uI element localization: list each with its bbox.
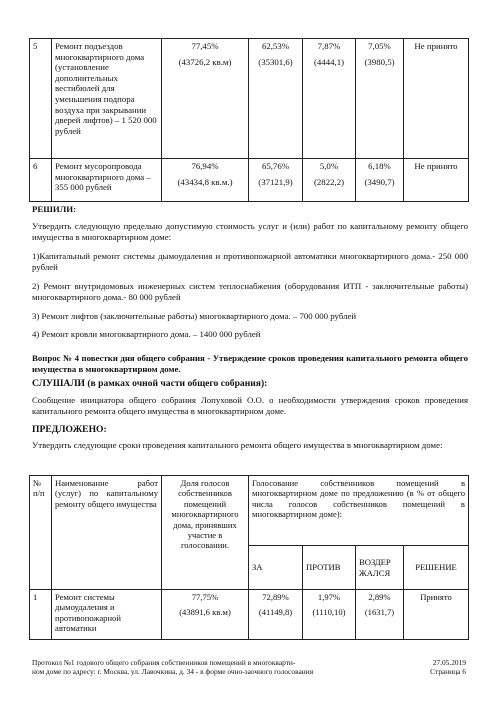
resolved-heading: РЕШИЛИ:: [32, 204, 77, 214]
heard-heading: СЛУШАЛИ (в рамках очной части общего собрания):: [32, 378, 268, 389]
votes-for-cell: 62,53% (35301,6): [249, 39, 303, 159]
footer-line: Протокол №1 годового общего собрания собственников помещений в многокварти-: [32, 658, 296, 667]
header-work-name: Наименование работ (услуг) по капитальному ремонту общего имущества: [52, 476, 162, 590]
row-number: 1: [30, 590, 52, 640]
header-decision: РЕШЕНИЕ: [404, 546, 469, 590]
table-header-row: [30, 476, 469, 546]
deadlines-table: [29, 475, 469, 640]
votes-against-cell: 5,0% (2822,2): [303, 159, 356, 202]
votes-against-cell: 1,97% (1110,10): [303, 590, 356, 640]
footer-page-info: [386, 658, 466, 676]
proposed-heading: ПРЕДЛОЖЕНО:: [32, 424, 107, 435]
vote-share-cell: 77,45% (43726,2 кв.м): [162, 39, 249, 159]
header-abstain: ВОЗДЕР ЖАЛСЯ: [356, 546, 404, 590]
votes-for-cell: 65,76% (37121,9): [249, 159, 303, 202]
votes-abstain-cell: 7,05% (3980,5): [356, 39, 404, 159]
resolved-item: 4) Ремонт кровли многоквартирного дома. – 1400 000 рублей: [32, 329, 261, 339]
decision-cell: Не принято: [404, 39, 469, 159]
results-table-continued: [29, 38, 469, 202]
work-name: Ремонт мусоропровода многоквартирного дома – 355 000 рублей: [52, 159, 162, 202]
footer-page-number: Страница 6: [430, 667, 466, 676]
votes-abstain-cell: 6,18% (3490,7): [356, 159, 404, 202]
proposed-text: Утвердить следующие сроки проведения капитального ремонта общего имущества в многоквартирном доме:: [32, 440, 443, 450]
row-number: 5: [30, 39, 52, 159]
votes-abstain-cell: 2,89% (1631,7): [356, 590, 404, 640]
resolved-item: 1)Капитальный ремонт системы дымоудаления и противопожарной автоматики многоквартирного дома.- 250 000 рублей: [32, 251, 468, 273]
resolved-item: 3) Ремонт лифтов (заключительные работы) многоквартирного дома. – 700 000 рублей: [32, 311, 357, 321]
footer-protocol-info: [32, 658, 392, 676]
question-title: Вопрос № 4 повестки дня общего собрания - Утверждение сроков проведения капитального ремонта общего имущества в многоквартирном доме.: [32, 353, 468, 375]
header-voting: Голосование собственников помещений в многоквартирном доме по предложению (в % от общего числа голосов собственников помещений в многоквартирном доме):: [249, 476, 469, 546]
work-name: Ремонт системы дымоудаления и противопожарной автоматики: [52, 590, 162, 640]
footer-date: 27.05.2019: [432, 658, 466, 667]
header-num: № п/п: [30, 476, 52, 590]
header-against: ПРОТИВ: [303, 546, 356, 590]
resolved-item: 2) Ремонт внутридомовых инженерных систем теплоснабжения (оборудования ИТП - заключительные работы) многоквартирного дома.- 80 000 рублей: [32, 281, 468, 303]
decision-cell: Не принято: [404, 159, 469, 202]
footer-line: ном доме по адресу: г. Москва, ул. Лавочкина, д. 34 - в форме очно-заочного голосования: [32, 667, 314, 676]
table-row: [30, 159, 469, 202]
header-vote-share: Доля голосов собственников помещений многоквартирного дома, принявших участие в голосовании.: [162, 476, 249, 590]
table-row: [30, 39, 469, 159]
header-for: ЗА: [249, 546, 303, 590]
resolved-intro: Утвердить следующую предельно допустимую стоимость услуг и (или) работ по капитальному ремонту общего имущества в многоквартирном доме:: [32, 221, 468, 243]
vote-share-cell: 77,75% (43891,6 кв.м): [162, 590, 249, 640]
row-number: 6: [30, 159, 52, 202]
votes-for-cell: 72,89% (41149,8): [249, 590, 303, 640]
work-name: Ремонт подъездов многоквартирного дома (установление дополнительных вестибюлей для уменьшения подпора воздуха при закрывании дверей лифтов) – 1 520 000 рублей: [52, 39, 162, 159]
decision-cell: Принято: [404, 590, 469, 640]
votes-against-cell: 7,87% (4444,1): [303, 39, 356, 159]
heard-text: Сообщение инициатора общего собрания Лопуховой О.О. о необходимости утверждения сроков проведения капитального ремонта общего имущества в многоквартирном доме.: [32, 395, 468, 417]
table-row: [30, 590, 469, 640]
vote-share-cell: 76,94% (43434,8 кв.м.): [162, 159, 249, 202]
